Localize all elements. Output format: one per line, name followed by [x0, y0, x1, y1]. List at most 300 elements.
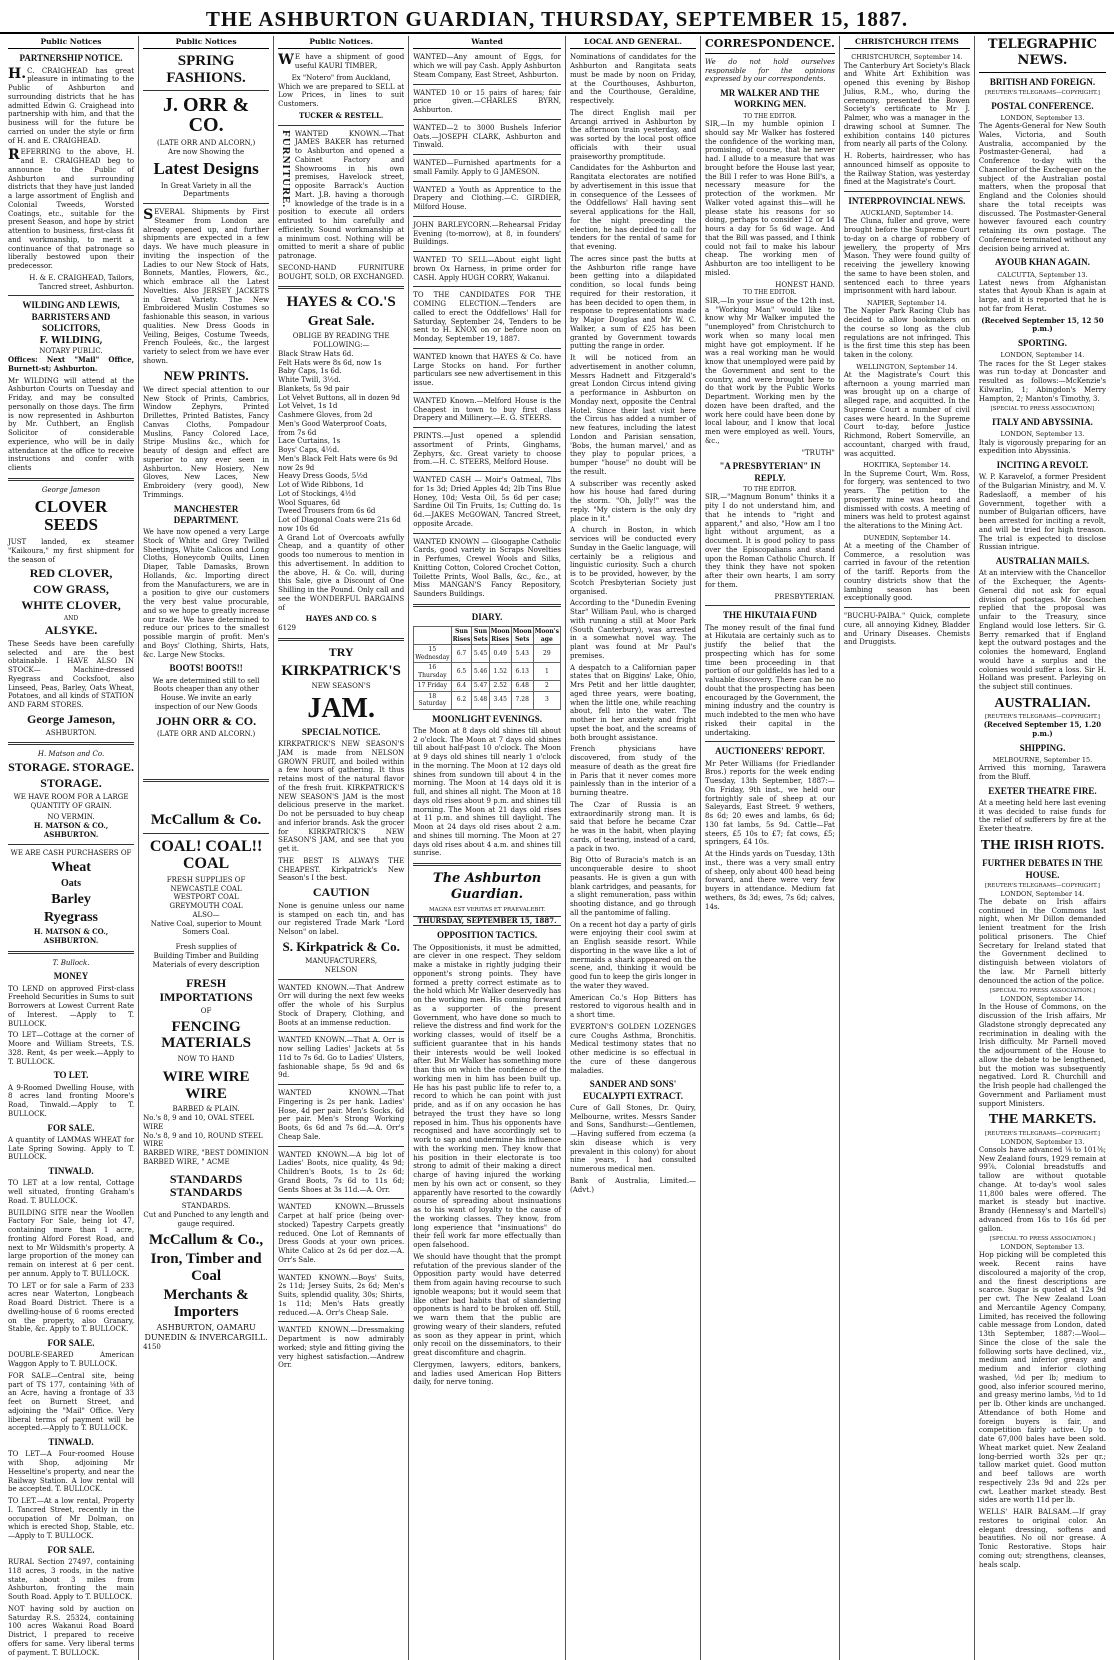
forsale-heading: FOR SALE. [47, 1338, 95, 1349]
advert: "BUCHU-PAIBA." Quick, complete cure, all annoying Kidney, Bladder and Urinary Diseases. Chemists and Druggists. [843, 612, 970, 647]
orr-title: J. ORR & CO. [163, 94, 250, 137]
kauri-ex: Ex "Notero" from Auckland, [291, 73, 391, 82]
dateline: WELLINGTON, September 14. [856, 362, 958, 371]
wanted-ad: TO THE CANDIDATES FOR THE COMING ELECTION.—Tenders are called to erect the Oddfellows' Hall for Saturday, September 24, Tenders to be sent to H. KNOX on or before noon on Monday, September 19, 1887. [413, 291, 561, 344]
kauri-body: WE have a shipment of good useful KAURI TIMBER, [278, 52, 405, 71]
orr-sub: (LATE ORR AND ALCORN,) [156, 139, 256, 148]
wanted-known: WANTED KNOWN.—Brussels Carpet at half price (being over-stocked) Tapestry Carpets greatly reduced. One Lot of Remnants of Dress Goods at your own prices. White Calico at 2s 6d per doz.—A. Orr's Sale. [278, 1203, 405, 1264]
diary-header-cell: Sun Sets [473, 628, 488, 643]
column-header: CHRISTCHURCH ITEMS [844, 36, 970, 49]
clover-title: CLOVER SEEDS [34, 496, 108, 535]
newspaper-title: THE ASHBURTON GUARDIAN, THURSDAY, SEPTEMBER 15, 1887. [205, 7, 909, 31]
mccallum-title: McCallum & Co., [149, 1231, 264, 1248]
wanted-ad: WANTED a Youth as Apprentice to the Drapery and Clothing.—C. GIRDIER, Milford House. [413, 185, 561, 212]
irish-body: In the House of Commons, on the discussion of the Irish affairs, Mr Gladstone strongly deprecated any recrimination in dealing with the Irish difficulty. Mr Parnell moved the adjournment of the House to allow the debate to be lengthened, but the motion was subsequently negatived. Lord R. Churchill and the Irish people had challenged the Government and Parliament must support Ministers. [978, 1003, 1106, 1108]
diary-cell: 1.52 [489, 663, 511, 681]
column-header: CORRESPONDENCE. [705, 36, 835, 54]
kirk-title: KIRKPATRICK'S [281, 662, 401, 679]
diary-cell: 6.4 [451, 681, 472, 692]
diary-cell: 3 [533, 691, 560, 709]
leader-title: OPPOSITION TACTICS. [436, 930, 538, 941]
diary-cell: 15 Wednesday [415, 646, 450, 661]
diary-cell: 5.48 [472, 691, 489, 709]
hayes-item: Lot of Diagonal Coats were 21s 6d now 10s 6d [278, 516, 401, 533]
latest-designs: Latest Designs [153, 158, 259, 178]
clover-item: ALSYKE. [44, 623, 98, 638]
referring-body: REFERRING to the above, H. and E. CRAIGHEAD beg to announce to the Public of Ashburton and surrounding districts that they have just landed a large assortment of English and Colonial Tweeds, Worsted Coatings, etc., suitable for the present Season, and hope by strict attention to business, first-class fit and workmanship, to merit a continuance of that patronage so liberally bestowed upon their predecessor. [8, 147, 135, 271]
letter-title: "A PRESBYTERIAN" IN REPLY. [719, 461, 821, 483]
coal-title: COAL! COAL!! COAL [149, 837, 263, 873]
tolet-heading: TO LET. [53, 1070, 89, 1081]
wire-item: No.'s 8, 9 and 10, OVAL STEEL WIRE [143, 1114, 255, 1131]
standards-body: Cut and Punched to any length and gauge required. [143, 1211, 269, 1228]
postal-body: The Agents-General for New South Wales, Victoria, and South Australia, accompanied by the Postmaster-General, had a Conference to-day with the Chancellor of the Exchequer on the subject of the Australian postal matters, when the proposal that England and the Colonies should share the total receipts was discussed. The Postmaster-General however favoured each country retaining its own postage. The Conference terminated without any decision being arrived at. [978, 122, 1106, 253]
advert: WELLS' HAIR BALSAM.—If gray restores to original color. An elegant dressing, softens and beautifies. No oil nor grease. A Tonic Restorative. Stops hair coming out; strengthens, cleanses, heals scalp. [978, 1508, 1106, 1569]
revolt-title: INCITING A REVOLT. [996, 460, 1089, 470]
moonlight-title: MOONLIGHT EVENINGS. [432, 713, 542, 724]
coal-item: ALSO— [192, 910, 220, 919]
column-5 [566, 36, 701, 1660]
sporting-title: SPORTING. [1017, 338, 1067, 349]
diary-cell: 5.47 [473, 682, 488, 690]
letter-signature: "TRUTH" [801, 448, 835, 457]
dateline: DUNEDIN, September 14. [863, 533, 951, 542]
building-body: BUILDING SITE near the Woollen Factory For Sale, being lot 47, containing more than 1 acre, fronting Alford Forest Road, and next to Mr Wildsmith's property. A large proportion of the money can remain on interest at 6 per cent. per annum. Apply to T. BULLOCK. [8, 1208, 135, 1278]
caution-body: None is genuine unless our name is stamped on each tin, and has our registered Trade Mark "Lord Nelson" on label. [278, 901, 405, 937]
news-item: The direct English mail per Arcangi arrived in Ashburton by the afternoon train yesterday, and was sorted by the local post office officials with their usual praiseworthy promptitude. [569, 108, 697, 161]
received: (Received September 15, 12 50 p.m.) [981, 315, 1104, 334]
imports-of: OF [200, 1006, 212, 1015]
hayes-item: Baby Caps, 1s 6d. [278, 367, 342, 376]
forsale-body: A quantity of LAMMAS WHEAT for Late Spring Sowing. Apply to T. BULLOCK. [8, 1135, 135, 1162]
tinwald-body: TO LET at a low rental, Cottage well situated, fronting Graham's Road. T. BULLOCK. [8, 1179, 135, 1205]
news-item: A despatch to a Californian paper states that on Biggins' Lake, Ohio, Mrs Petit and her little daughter, aged three years, were boating, when the little one, while reaching about, fell into the water. The mother in her anxiety and fright upset the boat, and the screams of both brought assistance. [569, 663, 697, 742]
baker-body: WANTED KNOWN.—That JAMES BAKER has returned to Ashburton and opened a Cabinet Factory and Showrooms in his own premises, Havelock street, opposite Barrack's Auction Mart. J.B. having a thorough knowledge of the trade is in a position to execute all orders entrusted to him carefully and efficiently. Sound workmanship at a minimum cost. Nothing will be omitted to merit a share of public patronage. [278, 129, 405, 261]
news-item: In the Supreme Court, Wm. Ross, for forgery, was sentenced to two years. The petition to the prosperity mine was heard and dismissed with costs. A meeting of miners was held to protest against the alterations to the Mining Act. [843, 469, 970, 530]
italy-title: ITALY AND ABYSSINIA. [991, 417, 1093, 428]
oats: Oats [61, 878, 82, 890]
markets-body: Hop picking will be completed this week. Recent rains have discoloured a majority of the crop, and the finest descriptions are scarce. Sugar is quoted at 12s 9d per cwt. The New Zealand Loan and Mercantile Agency Company, Limited, has received the following cable message from London, dated 13th September, 1887:—Wool—Since the close of the sale the following sorts have declined, viz., medium and inferior greasy and medium and inferior clothing washed, ½d per lb; medium to good, also inferior scoured merino, and greasy merino lambs, ½d to 1d per lb. Other kinds are unchanged. Attendance of both Home and foreign buyers is fair, and competition fairly active. Up to date 67,000 bales have been sold. Wheat market quiet. New Zealand long-berried worth 32s per qr.; tallow market quiet. Good mutton and beef tallows are worth respectively 23s 9d and 22s per cwt. Leather market steady. Best sides are worth 11d per lb. [978, 1251, 1106, 1505]
coal-item: WESTPORT COAL [173, 893, 239, 902]
jameson-signature: George Jameson, [27, 711, 116, 726]
news-item: The Cluna, fuller and grove, were brought before the Supreme Court to-day on a charge of robbery of jewellery, the property of Mrs Mason. They were found guilty of receiving the jewellery knowing the same to have been stolen, and sentenced each to three years imprisonment with hard labour. [843, 217, 970, 296]
wilding-sub: NOTARY PUBLIC. [39, 347, 103, 356]
diary-cell: 7.28 [511, 691, 533, 709]
forsale-heading: FOR SALE. [47, 1544, 95, 1555]
paper-motto: MAGNA EST VERITAS ET PRAEVALEBIT. [428, 906, 546, 913]
dateline: LONDON, September 13. [1000, 430, 1085, 439]
clover-note: These Seeds have been carefully selected and are the best obtainable. I HAVE ALSO IN STOCK— Machine-dressed Ryegrass and Cocksfoot, also Linseed, Peas, Barley, Oats Wheat, Potatoes, and all kinds of STATION AND FARM STORES. [8, 639, 135, 710]
column-6 [701, 36, 840, 1660]
orr-showing: Are now Showing the [168, 148, 245, 157]
imports-title: FRESH IMPORTATIONS [159, 976, 253, 1005]
hayes-item: Black Straw Hats 6d. [278, 349, 354, 358]
letter-body: SIR,—"Magnum Bonum" thinks it a pity I do not understand him, and that he intends to "right and apparent," and also, "How am I too light without argument, as a document. It is good policy to pass over the Episcopalians and stand upon the Roman Catholic Church. If they think they have not spoken after their own hearts, I am sorry for them. [705, 493, 835, 589]
news-item: Bank of Australia, Limited.—(Advt.) [569, 1176, 697, 1194]
hayes-item: Wool Squares, 6d [278, 498, 341, 507]
page-columns [4, 36, 1110, 1657]
clover-item: WHITE CLOVER, [21, 597, 121, 612]
mccallum-top: McCallum & Co. [150, 812, 262, 829]
news-item: Nominations of candidates for the Ashburton and Rangitata seats must be made by noon on Friday, at the Courthouses, Ashburton, and the Courthouse, Geraldine, respectively. [569, 53, 697, 106]
hayes-item: Men's Good Waterproof Coats, from 7s 6d [278, 419, 387, 437]
british-title: BRITISH AND FOREIGN. [989, 76, 1096, 87]
dateline: LONDON, September 13. [1000, 1137, 1085, 1146]
caution: CAUTION [312, 885, 370, 900]
partnership-title: PARTNERSHIP NOTICE. [19, 53, 123, 64]
orr2-title: JOHN ORR & CO. [156, 713, 257, 728]
hayes-item: Lot of Wide Ribbons, 1d [278, 481, 364, 490]
tinwald-body: TO LET—A Four-roomed House with Shop, adjoining Mr Hesseltine's property, and near the Railway Station. A low rental will be accepted. T. BULLOCK. [8, 1450, 135, 1494]
sporting-body: The races for the St Leger stakes was run to-day at Doncaster and resulted as follows:—McKenzie's Kilwarlin, 1; Abingdon's Merry Hampton, 2; Manton's Timothy, 3. [978, 359, 1106, 403]
clover-item: COW GRASS, [33, 582, 109, 597]
letter-signature: HONEST HAND. [775, 280, 835, 289]
hayes-item: Boys' Caps, 4½d. [278, 446, 340, 455]
diary-cell: 5.43 [511, 645, 533, 663]
fencing-title: FENCING MATERIALS [161, 1018, 251, 1052]
diary-cell: 18 Saturday [414, 691, 451, 709]
diary-header-cell [414, 627, 451, 645]
tinwald-heading: TINWALD. [48, 1437, 94, 1448]
hayes-signature: HAYES AND CO. S [305, 614, 377, 624]
wanted-ad: WANTED 10 or 15 pairs of hares; fair price given.—CHARLES BYRN, Ashburton. [413, 88, 561, 115]
dateline: CALCUTTA, September 13. [997, 270, 1088, 279]
hayes-item: Heavy Dress Goods, 5½d [278, 472, 368, 481]
rural-body: RURAL Section 27497, containing 118 acres, 3 roods, in the native state, about 3 miles from Ashburton, fronting the main South Road. Apply to T. BULLOCK. [8, 1558, 135, 1602]
wire-item: BARBED WIRE, " ACME [143, 1157, 230, 1166]
column-1 [4, 36, 139, 1660]
news-item: Big Otto of Buracia's match is an unconquerable desire to shoot peasants. He is given a gun with blank cartridges, and peasants, for a slight remuneration, pass within shooting distance, and go through all the pantomime of falling. [569, 856, 697, 917]
hayes-sub: OBLIGE BY READING THE FOLLOWING:— [292, 332, 390, 350]
wanted-ad: JOHN BARLEYCORN.—Rehearsal Friday Evening (to-morrow), at 8, in founders' Buildings. [413, 220, 561, 247]
merchants-title: Merchants & Importers [163, 1287, 249, 1320]
dateline: LONDON, September 13. [1000, 1243, 1085, 1252]
dateline: MELBOURNE, September 15. [992, 755, 1093, 764]
diary-row [414, 645, 561, 663]
column-2 [139, 36, 274, 1660]
diary-cell: 5.46 [472, 663, 489, 681]
diary-cell: 5.45 [472, 645, 489, 663]
cash-body: WE ARE CASH PURCHASERS OF [10, 848, 132, 857]
letter-signature: PRESBYTERIAN. [774, 592, 835, 601]
news-item: A subscriber was recently asked how his house had fared during the storm. "Oh, Jolly!" was the reply. "My cistern is the only dry place in it." [569, 479, 697, 523]
irish-sub: FURTHER DEBATES IN THE HOUSE. [982, 858, 1103, 880]
best: THE BEST IS ALWAYS THE CHEAPEST. Kirkpatrick's New Season's I the best. [278, 856, 405, 883]
special-notice: SPECIAL NOTICE. [301, 726, 381, 737]
wanted-known: WANTED KNOWN.—Boys' Suits, 2s 11d; Jersey Suits, 2s 6d; Men's Suits, splendid quality, 30s; Shirts, 1s 11d; Men's Hats greatly reduced.—A. Orr's Cheap Sale. [278, 1273, 405, 1317]
dateline: AUCKLAND, September 14. [860, 209, 954, 218]
coal-item: GREYMOUTH COAL [169, 902, 243, 911]
wanted-ad: WANTED Known.—Melford House is the Cheapest in town to buy first class Drapery and Millinery.—E. G. STEERS. [413, 396, 561, 423]
orr2-sub: (LATE ORR AND ALCORN.) [156, 730, 256, 739]
partnership-body: H.C. CRAIGHEAD has great pleasure in intimating to the Public of Ashburton and surrounding districts that he has admitted Edwin G. Craighead into partnership with him, and that the business will for the future be carried on under the style or firm of H. and E. CRAIGHEAD. [8, 65, 135, 145]
leader-end: Clergymen, lawyers, editors, bankers, and ladies used American Hop Bitters daily, for nerve toning. [413, 1360, 561, 1387]
diary-cell: 0.49 [489, 645, 511, 663]
exeter-body: At a meeting held here last evening it was decided to raise funds for the relief of sufferers by fire at the Exeter theatre. [978, 798, 1106, 833]
jam: JAM. [307, 692, 375, 724]
dateline: LONDON, September 13. [1000, 113, 1085, 122]
wanted-ad: WANTED—Furnished apartments for a small Family. Apply to G JAMESON. [413, 159, 561, 176]
hayes-item: Men's Black Felt Hats were 6s 9d now 2s 9d [278, 454, 398, 472]
try: TRY [328, 644, 354, 659]
iron-title: Iron, Timber and Coal [150, 1251, 262, 1284]
ayoub-body: Latest news from Afghanistan states that Ayoub Khan is again at large, and it is reported that he is not far from Herat. [978, 278, 1106, 313]
to-editor: TO THE EDITOR. [743, 485, 797, 493]
wilding-body: Mr WILDING will attend at the Ashburton Courts on Tuesday and Friday, and may be consulted personally on those days. The firm is now represented in Ashburton by Mr. Cuthbert, an English Solicitor of considerable experience, who will be in daily attendance at the office to receive instructions and confer with clients [8, 376, 135, 473]
news-item: The Canterbury Art Society's Black and White Art Exhibition was opened this evening by Bishop Julius, R.M., who, during the ceremony, presented the Bowen Society's certificate to Mr J. Palmer, who was a manager in the drawing school at Sumner. The exhibition contains 140 pictures from nearly all parts of the Colony. [843, 61, 970, 149]
wire-sub: BARBED & PLAIN. [172, 1105, 240, 1114]
wheat: Wheat [51, 860, 91, 876]
paper-date: THURSDAY, SEPTEMBER 15, 1887. [413, 916, 561, 927]
tolet-body: TO LET—Cottage at the corner of Moore and William Streets, T.S. 328. Rent, 4s per week.—Apply to T. BULLOCK. [8, 1031, 135, 1066]
column-header: Public Notices [8, 36, 134, 49]
news-item: The Czar of Russia is an extraordinarily strong man. It is said that before he became Czar he was in the habit, when playing cards, of tearing, instead of a card, a pack in two. [569, 800, 697, 853]
bullock-top: T. Bullock. [52, 958, 90, 967]
diary-cell: 6.5 [451, 663, 472, 681]
storage-signature: H. MATSON & CO., ASHBURTON. [33, 821, 109, 839]
diary-header-cell: Moon Sets [512, 628, 532, 643]
diary-title: DIARY. [471, 611, 503, 622]
column-7 [840, 36, 975, 1660]
ryegrass: Ryegrass [44, 910, 98, 926]
diary-cell: 1 [533, 663, 560, 681]
auctioneers-end: At the Hinds yards on Tuesday, 13th inst., there was a very small entry of sheep, only about 400 head being forward, and there were very few buyers in attendance. Medium fat wethers, 8s 3d; ewes, 7s 6d; calves, 14s. [705, 850, 835, 911]
exeter-title: EXETER THEATRE FIRE. [988, 785, 1097, 796]
hayes-item: Lot Velvet, 1s 1d [278, 402, 338, 411]
reuters-tag: [REUTER'S TELEGRAMS—COPYRIGHT.] [985, 882, 1100, 889]
spring-title: SPRING FASHIONS. [166, 53, 246, 86]
leader-body: The Oppositionists, it must be admitted, are clever in one respect. They seldom make a mistake in rightly judging their opponent's strong points. They have formed a pretty correct estimate as to the hold which Mr Walker deservedly has on the working men. His coming forward as a supporter of the present Government, who have done so much to relieve the distress and find work for the working classes, would of itself be a sufficient guarantee that in his hands their interests would be well looked after. But Mr Walker has something more than this on which the confidence of the working men in him has been built up. He has his past public life to refer to, a record to which he can point with just pride, and as if on any occasion he has betrayed the trust they have so long reposed in him. Thus his opponents have recognised and have accordingly set to work to sap and undermine his influence with the working men. They know that his position in their electorate is too strong to admit of their making a direct charge of having injured the working men by his own act or consent, so they apparently have resorted to the cowardly course of spreading about insinuations as to his want of loyalty to the cause of the working classes. They know, from long experience that "insinuations" do their fell work far more effectually than open falsehood. [413, 943, 561, 1249]
received: (Received September 15, 1.20 p.m.) [983, 720, 1102, 738]
forsale-body: DOUBLE-SEARED American Waggon Apply to T. BULLOCK. [8, 1351, 135, 1369]
hikutaia-body: The money result of the final fund at Hikutaia are certainly such as to justify the belief that the prospecting which has for some time been proceeding in that portion of our goldfields has led to a valuable discovery. There can be no doubt that the prospecting has been encouraged by the Government, the mining industry and the country is much indebted to the men who have risked their capital in the undertaking. [705, 623, 835, 737]
to-editor: TO THE EDITOR. [743, 112, 797, 120]
wanted-ad: WANTED CASH — Moir's Oatmeal, 7lbs for 1s 3d; Dried Apples 4d; 2lb Tins Blue Honey, 10d; Vesta Oil, 5s 6d per case; Sardine Oil Tin Fruits, 1s; Cutting do. 1s 6d.—JAKES McGOWAN, Tancred Street, opposite Arcade. [413, 476, 561, 528]
several-body: SEVERAL Shipments by First Steamer from London are already opened up, and further shipments are expected in a few days. We have much pleasure in inviting the inspection of the Ladies to our New Stock of Hats, Bonnets, Mantles, Flowers, &c., which embrace all the Latest Novelties. Also JERSEY JACKETS in Great Variety. The New Embroidered Muslin Costumes so fashionable this season, in various qualities. New Dress Goods in Veiling, Beiges, Costume Tweeds, French Fouleés, &c., the largest variety to select from we have ever shown. [143, 207, 270, 365]
prints-title: NEW PRINTS. [163, 367, 249, 383]
news-item: French physicians have discovered, from study of the measure of death as the great fire in Paris that it never comes more painlessly than in the interior of a burning theatre. [569, 745, 697, 798]
places: ASHBURTON, OAMARU DUNEDIN & INVERCARGILL. [144, 1323, 268, 1343]
coal-sub: FRESH SUPPLIES OF [166, 875, 246, 884]
mails-title: AUSTRALIAN MAILS. [995, 556, 1090, 566]
diary-row [414, 663, 561, 681]
reuters-tag: [REUTER'S TELEGRAMS—COPYRIGHT.] [985, 714, 1100, 721]
cash-signature: H. MATSON & CO., ASHBURTON. [33, 927, 109, 945]
special-tag: [SPECIAL TO PRESS ASSOCIATION.] [989, 1236, 1095, 1243]
tinwald-heading: TINWALD. [48, 1166, 94, 1177]
diary-cell: 3.45 [489, 691, 511, 709]
fencing-sub: NOW TO HAND [177, 1054, 235, 1063]
paper-title: The Ashburton Guardian. [432, 871, 542, 903]
coal-native: Native Coal, superior to Mount Somers Coal. [150, 919, 262, 937]
column-header: LOCAL AND GENERAL. [570, 36, 696, 49]
diary-header-cell: Moon Rises [490, 628, 510, 643]
clover-item: RED CLOVER, [29, 566, 113, 581]
postal-title: POSTAL CONFERENCE. [991, 100, 1094, 111]
manchester-title: MANCHESTER DEPARTMENT. [173, 503, 239, 525]
auctioneers-title: AUCTIONEERS' REPORT. [715, 746, 825, 757]
revolt-body: W. P. Karavelof, a former President of the Bulgarian Ministry, and M. V. Radeslaoff, a member of his Government, together with a number of Bulgarian officers, have been arrested for inciting a revolt, and will be tried for high treason. The trial is expected to disclose Russian intrigue. [978, 473, 1106, 552]
leader-continued: We should have thought that the prompt refutation of the previous slander of the Opposition party would have deterred them from again having recourse to such ignoble weapons; but it would seem that like other bad habits that of slandering opponents is hard to be broken off. Still, we warn them that the public are growing weary of their slanders, refuted as soon as they appear in print, which only recoil on the disseminators, to their great discomfiture and chagrin. [413, 1252, 561, 1357]
wire-title: WIRE WIRE WIRE [162, 1069, 250, 1102]
kauri-note: Which we are prepared to SELL at Low Prices, in lines to suit Customers. [278, 82, 405, 109]
news-item: Candidates for the Ashburton and Rangitata electorates are notified by advertisement in this issue that in consequence of the Lessees of the Oddfellows' Hall having sent several applications for the Hall, for the night preceding the election, he has decided to call for tenders for the rental of same for that evening. [569, 164, 697, 252]
special-tag: [SPECIAL TO PRESS ASSOCIATION] [990, 406, 1095, 413]
dateline: CHRISTCHURCH, September 14. [851, 53, 963, 62]
latest-sub: In Great Variety in all the Departments [160, 181, 252, 199]
diary-cell: 2 [533, 681, 560, 692]
money-title: MONEY [53, 971, 89, 982]
storage-title: STORAGE. STORAGE. [8, 760, 134, 775]
furniture-vertical: FURNITURE. [279, 129, 292, 208]
code: 4150 [143, 1343, 161, 1352]
clover-item: AND [63, 614, 79, 622]
wanted-ad: WANTED—2 to 3000 Bushels Inferior Oats.—JOSEPH CLARK, Ashburton and Tinwald. [413, 123, 561, 150]
news-item: According to the "Dunedin Evening Star" William Paul, who is charged with running a still at Moor Park (South Canterbury), was arrested in a somewhat novel way. The plant was found at Mr Paul's premises. [569, 599, 697, 660]
wilding-name: F. WILDING, [39, 336, 103, 347]
ayoub-title: AYOUB KHAN AGAIN. [994, 257, 1090, 268]
diary-cell: 16 Thursday [414, 663, 451, 681]
markets-title: THE MARKETS. [988, 1112, 1097, 1128]
notice-body: NOT having sold by auction on Saturday R.S. 25324, containing 100 acres Wakanui Road Board District, I prepared to receive offers for same. Very liberal terms of payment. T. BULLOCK. [8, 1604, 135, 1657]
wilding-office: Offices: Next "Mail" Office, Burnett-st; Ashburton. [8, 355, 135, 373]
matson-top: H. Matson and Co. [37, 750, 105, 759]
jameson-top: George Jameson [41, 485, 101, 494]
letter-body: SIR,—In your issue of the 12th inst. a "Working Man" would like to know why Mr Walker imputed the "unemployed" from Christchurch to work when so many local men might have got employment. If he was a real working man he would know that unemployed were paid by the Government and sent to the country, and were brought here to do that work by the Public Works Department. Working men by the dozen have been drafted, and the work here could have been done by local labour, and I know that local men were employed as well. Yours, &c., [705, 296, 835, 445]
coal-building: Building Timber and Building Materials of every description [152, 951, 260, 969]
wanted-ad: WANTED TO SELL—About eight light brown Ox Harness, in prime order for CASH. Apply HUGH CORRY, Wakanui. [413, 256, 561, 282]
irish-body: The debate on Irish affairs continued in the Commons last night, when Mr Dillon demanded lenient treatment for the Irish political prisoners. The Chief Secretary for Ireland stated that the Government declined to distinguish between violators of the law. Mr Parnell bitterly denounced the action of the police. [978, 897, 1106, 985]
shipping-body: Arrived this morning, Tarawera from the Bluff. [978, 764, 1106, 781]
italy-body: Italy is vigorously preparing for an expedition into Abyssinia. [978, 438, 1106, 456]
wire-item: No.'s 8, 9 and 10, ROUND STEEL WIRE [143, 1131, 263, 1149]
hayes-item: Cashmere Gloves, from 2d [278, 411, 373, 420]
hayes-item: Felt Hats were 8s 6d, now 1s [278, 358, 382, 367]
clover-body: JUST landed, ex steamer "Kaikoura," my first shipment for the season of [8, 538, 135, 564]
dateline: LONDON, September 14. [1000, 351, 1085, 360]
column-3 [274, 36, 409, 1660]
tolet-body: TO LET.—At a low rental, Property I. Tancred Street, recently in the occupation of Mr Dolman, on which is erected Shop, Stable, etc.—Apply to T. BULLOCK. [8, 1497, 135, 1541]
column-8 [975, 36, 1110, 1660]
jameson-place: ASHBURTON. [45, 728, 97, 737]
boots-title: BOOTS! BOOTS!! [169, 663, 243, 674]
wilding-title: WILDING AND LEWIS, BARRISTERS AND SOLICITORS, [22, 300, 120, 333]
manufacturers: MANUFACTURERS, [305, 957, 378, 966]
manchester-body: We have now opened a very Large Stock of White and Grey Twilled Sheetings, White Calicos and Long Cloths, Honeycomb Quilts, Linen Diaper, Table Damasks, Brown Hollands, &c. Importing direct from the Manufacturers, we are in a position to give our customers the very best value procurable, and so we hope to greatly increase our trade. We have determined to reduce our prices to the smallest possible margin of profit. Men's and Boys' Clothing, Shirts, Hats, &c. Large New Stocks. [143, 528, 270, 659]
diary-cell: 6.7 [451, 645, 472, 663]
moonlight-body: The Moon at 8 days old shines till about 2 o'clock. The Moon at 7 days old shines till about half-past 10 o'clock. The Moon at 9 days old shines till nearly 1 o'clock in the morning. The Moon at 12 days old shines from sundown till about 4 in the morning. The Moon at 14 days old it is full, and shines all night. The Moon at 18 days old rises about 9 p.m. and shines till morning. The Moon at 21 days old rises at 11 p.m. and shines till daylight. The Moon at 24 days old rises about 2 a.m. and shines till morning. The Moon at 27 days old rises about 4 a.m. and shines till sunrise. [413, 726, 561, 858]
boots-body: We are determined still to sell Boots cheaper than any other House. We invite an early inspection of our New Goods [152, 676, 260, 711]
prints-body: We direct special attention to our New Stock of Prints, Cambrics, Window Zephyrs, Printed Drillettes, Printed Batistes, Fancy Canvas Cloths, Pompadour Muslins, Fancy Colored Lace, Stripe Muslins &c., which for beauty of design and effect are superior to any ever seen in Ashburton. New Hosiery, New Gloves, New Laces, New Embroidery (very good), New Trimmings. [143, 385, 270, 499]
standards-sub: STANDARDS. [181, 1202, 231, 1211]
hayes-item: White Twill, 3½d. [278, 376, 341, 385]
news-item: At the Magistrate's Court this afternoon a young married man was brought up on a charge of alleged rape, and acquitted. In the Supreme Court a number of civil cases were heard. In the Supreme Court to-day, before Justice Richmond, Robert Somerville, an accountant, charged with fraud, was acquitted. [843, 370, 970, 458]
diary-header-cell: Moon's age [534, 628, 559, 643]
column-header: TELEGRAPHIC NEWS. [979, 36, 1106, 73]
diary-cell: 29 [533, 645, 560, 663]
reuters-tag: [REUTER'S TELEGRAMS—COPYRIGHT.] [985, 1130, 1100, 1137]
shipping-title: SHIPPING. [1019, 742, 1066, 753]
forsale-body: FOR SALE—Central site, being part of TS 177, containing ⅛th of an Acre, having a frontage of 33 feet on Burnett Street, and adjoining the "Mail" Office. Very liberal terms of payment will be accepted.—Apply to T. BULLOCK. [8, 1371, 135, 1433]
coal-item: NEWCASTLE COAL [170, 884, 242, 893]
hikutaia-title: THE HIKUTAIA FUND [723, 610, 817, 621]
baker-note: SECOND-HAND FURNITURE BOUGHT, SOLD, OR EXCHANGED. [278, 263, 405, 281]
diary-cell: 6.48 [511, 681, 533, 692]
money-body: TO LEND on approved First-class Freehold Securities in Sums to suit Borrowers at Lowest Current Rate of Interest. —Apply to T. BULLOCK. [8, 984, 135, 1028]
diary-header-cell: Sun Rises [452, 628, 471, 643]
hayes-code: 6129 [278, 624, 296, 633]
hayes-sale: Great Sale. [307, 313, 375, 329]
diary-cell: 17 Friday [414, 681, 451, 692]
wire-item: BARBED WIRE, "BEST DOMINION [143, 1149, 269, 1158]
news-item: On a recent hot day a party of girls were enjoying their cool swim at an English seaside resort. While disporting in the wave like a lot of mermaids a shark appeared on the scene, and, thinking it would be good fun to keep the girls longer in the water they waved. [569, 920, 697, 990]
column-header: Wanted [413, 36, 561, 49]
diary-cell: 2.52 [489, 681, 511, 692]
wanted-ad: PRINTS.—Just opened a splendid assortment of Prints, Ginghams, Zephyrs, &c. Great variety to choose from.—H. C. STEERS, Melford House. [413, 432, 561, 467]
news-item: EVERTON'S GOLDEN LOZENGES cure Coughs Asthma, Bronchitis. Medical testimony states that no other medicine is so effectual in the cure of these dangerous maladies. [569, 1022, 697, 1075]
hayes-item: Blankets, 5s 9d pair [278, 384, 350, 393]
coal-fresh: Fresh supplies of [175, 943, 237, 952]
news-item: A church in Boston, in which services will be conducted every Sunday in the Gaelic language, will certainly be a religious and linguistic curiosity. Such a church is to be provided, however, by the Scotch Presbyterian Society just organised. [569, 526, 697, 596]
diary-row [414, 681, 561, 692]
markets-body: Consols have advanced ⅛ to 101⅜; New Zealand fours, 1929 remain at 99⅞. Colonial breadstuffs and tallow are without quotable change. At to-day's wool sales 11,800 bales were offered. The market is steady but inactive. Brandy (Hennessy's and Martell's) advanced from 16s to 16s 6d per gallon. [978, 1145, 1106, 1233]
kirk-sub: NEW SEASON'S [311, 682, 371, 691]
tolet-body: TO LET or for sale a Farm of 233 acres near Waterton, Longbeach Road Board District. There is a dwelling-house of 6 rooms erected on the property, also Granary, Stable, &c. Apply to T. BULLOCK. [8, 1281, 135, 1334]
hayes-item: Lace Curtains, 1s [278, 437, 341, 446]
craighead-signature: H. & E. CRAIGHEAD, Tailors, Tancred street, Ashburton. [29, 273, 135, 291]
letter-body: SIR,—In my humble opinion I should say Mr Walker has fostered the confidence of the working man, promising, of course, that he never had. I allude to a measure that was brought before the House last year, the Bill I refer to was Hone Bill's, a necessary measure for the protection of the workmen. Mr Walker voted against this—will he please state his reasons for so doing, perhaps to consider 12 or 14 hours a day for 5s 6d wage. And that the Bill was passed, and I think could not fail to make his labour cheap. The working men of Ashburton are too intelligent to be misled. [705, 120, 835, 277]
forsale-heading: FOR SALE. [47, 1122, 95, 1133]
hayes-item: Lot Velvet Buttons, all in dozen 9d [278, 393, 401, 402]
hayes-item: Lot of Stockings, 4½d [278, 489, 357, 498]
news-item: The acres since past the butts at the Ashburton rifle range have been getting into a dilapidated condition, so local funds being required for their restoration, it has been decided to open them, in response to representations made by Major Douglas and Mr W. C. Walker, a sum of £25 has been granted by Government towards putting the range in order. [569, 254, 697, 351]
dateline: NAPIER, September 14. [867, 299, 947, 308]
storage-sub: STORAGE. [40, 776, 102, 791]
dateline: LONDON, September 14. [1000, 889, 1085, 898]
dateline: HOKITIKA, September 14. [863, 461, 951, 470]
irish-title: THE IRISH RIOTS. [980, 837, 1105, 853]
wanted-known: WANTED KNOWN.—That Andrew Orr will during the next few weeks offer the whole of his Surplus Stock of Drapery, Clothing, and Boots at an immense reduction. [278, 983, 405, 1027]
barley: Barley [51, 891, 91, 907]
news-item: Cure of Gall Stones, Dr. Quiry, Melbourne, writes. Messrs Sander and Sons, Sandhurst:—Gentlemen,—Having suffered from eczema (a skin disease which is very prevalent in this colony) for about nine years, I had consulted numerous medical men. [569, 1103, 697, 1174]
hayes-title: HAYES & CO.'S [286, 294, 396, 311]
nelson: NELSON [324, 965, 358, 974]
kirk-co: S. Kirkpatrick & Co. [282, 938, 400, 954]
tolet-body: A 9-Roomed Dwelling House, with 8 acres land fronting Moore's Road, Tinwald.—Apply to T. BULLOCK. [8, 1083, 135, 1118]
news-item: The Napier Park Racing Club has decided to allow bookmakers on the course so long as the club regulations are not infringed. This is the first time this step has been taken in the colony. [843, 307, 970, 359]
reuters-tag: [REUTER'S TELEGRAMS—COPYRIGHT.] [985, 89, 1100, 96]
to-editor: TO THE EDITOR. [743, 289, 797, 297]
column-header: Public Notices [143, 36, 269, 49]
wanted-known: WANTED KNOWN.—That A. Orr is now selling Ladies' Jackets at 5s 11d to 7s 6d. Go to Ladies' Ulsters, fashionable shape, 5s 9d and 6s 9d. [278, 1036, 405, 1080]
diary-row [414, 691, 561, 709]
hayes-item: Tweed Trousers from 6s 6d [278, 507, 376, 516]
diary-cell: 6.13 [511, 663, 533, 681]
special-tag: [SPECIAL TO PRESS ASSOCIATION.] [989, 988, 1095, 995]
news-item: At a meeting of the Chamber of Commerce, a resolution was carried in favour of the retention of the tariff. Reports from the country districts show that the lambing season has been exceptionally good. [843, 541, 970, 603]
letter-title: MR WALKER AND THE WORKING MEN. [720, 88, 820, 110]
wanted-ad: WANTED KNOWN — Gloogaphe Catholic Cards, good variety in Scraps Novelties in Perfumes, Crewel Wools and Silks, Knitting Cotton, Colored Crochet Cotton, Toilette Prints, Wool Balls, &c., &c., at Miss MANGAN'S Fancy Repository, Saunders Buildings. [413, 537, 561, 599]
column-header: Public Notices. [278, 36, 404, 49]
wanted-known: WANTED KNOWN.—A big lot of Ladies' Boots, nice quality, 4s 9d; Children's Boots, 1s to 2s 6d; Grand Boots, 7s 6d to 11s 6d; Gents Shoes at 3s 11d.—A. Orr. [278, 1150, 405, 1194]
dateline: LONDON, September 14. [1000, 995, 1085, 1004]
correspondence-note: We do not hold ourselves responsible for the opinions expressed by our correspondents. [705, 57, 835, 84]
australian-title: AUSTRALIAN. [994, 695, 1091, 711]
column-4 [409, 36, 566, 1660]
news-item: It will be noticed from an advertisement in another column, Messrs Hadnett and Fitzgerald's great London Circus intend giving a performance in Ashburton on Monday next, opposite the Central Hotel. Since their last visit here the Circus has added a number of new features, including the latest London and Parisian sensation, 'Bobs, the human marvel,' and as they play to popular prices, a bumper "house" no doubt will be the result. [569, 354, 697, 476]
diary-cell: 6.2 [451, 691, 472, 709]
mails-body: At an interview with the Chancellor of the Exchequer, the Agents-General did not ask for equal division of postages. Mr Goschen replied that the proposal was unfair to the Treasury, since England would lose letters. Sir G. Berry remarked that if England kept the outward postages and the colonies the homeward, England would have a surplus and the colonies would suffer a loss. Sir H. Holland was present. Parleying on the subject still continues. [978, 569, 1106, 691]
